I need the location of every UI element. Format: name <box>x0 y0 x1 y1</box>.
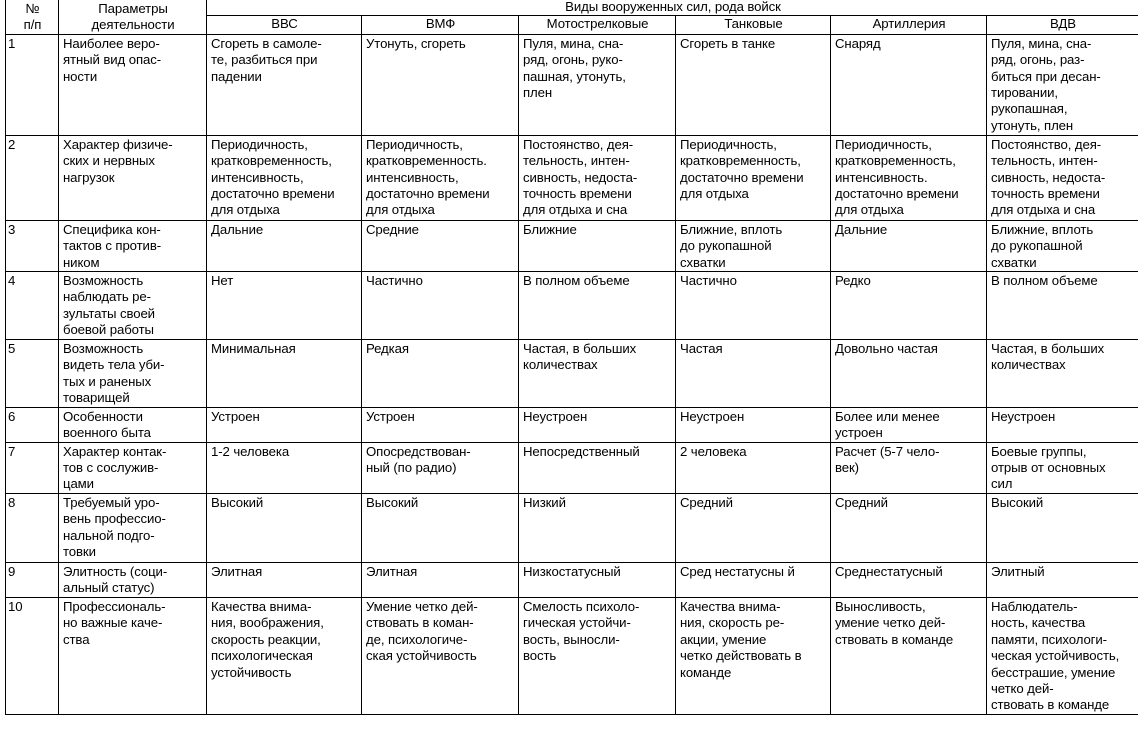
cell-tank: 2 человека <box>676 442 831 493</box>
cell-vdv: Высокий <box>987 493 1138 562</box>
table-row <box>6 272 1138 340</box>
cell-vvs: Сгореть в самоле- те, разбиться при падении <box>207 34 362 135</box>
cell-motorized: Смелость психоло- гическая устойчи- вость, выносли- вость <box>519 597 676 714</box>
cell-vvs: Устроен <box>207 407 362 442</box>
cell-vvs: Нет <box>207 272 362 340</box>
header-branch-motorized: Мотострелковые <box>519 16 676 35</box>
comparison-table <box>5 0 1138 715</box>
row-parameter: Элитность (соци- альный статус) <box>59 562 207 597</box>
cell-vdv: Элитный <box>987 562 1138 597</box>
cell-tank: Средний <box>676 493 831 562</box>
cell-vvs: 1-2 человека <box>207 442 362 493</box>
cell-vdv: Боевые группы, отрыв от основных сил <box>987 442 1138 493</box>
cell-artillery: Выносливость, умение четко дей- ствовать в команде <box>831 597 987 714</box>
cell-vmf: Периодичность, кратковременность. интенсивность, достаточно времени для отдыха <box>362 135 519 220</box>
cell-artillery: Расчет (5-7 чело- век) <box>831 442 987 493</box>
cell-motorized: Низкостатусный <box>519 562 676 597</box>
row-number: 6 <box>6 407 59 442</box>
header-branch-vvs: ВВС <box>207 16 362 35</box>
cell-vmf: Частично <box>362 272 519 340</box>
cell-vvs: Элитная <box>207 562 362 597</box>
cell-motorized: Частая, в больших количествах <box>519 340 676 408</box>
cell-vdv: Наблюдатель- ность, качества памяти, психологи- ческая устойчивость, бесстрашие, умение четко дей- ствовать в команде <box>987 597 1138 714</box>
cell-vdv: Частая, в больших количествах <box>987 340 1138 408</box>
row-number: 8 <box>6 493 59 562</box>
cell-artillery: Более или менее устроен <box>831 407 987 442</box>
row-number: 7 <box>6 442 59 493</box>
header-branch-vmf: ВМФ <box>362 16 519 35</box>
cell-artillery: Дальние <box>831 220 987 271</box>
table-row <box>6 135 1138 220</box>
table-row <box>6 442 1138 493</box>
cell-vmf: Редкая <box>362 340 519 408</box>
table-row <box>6 597 1138 714</box>
cell-artillery: Снаряд <box>831 34 987 135</box>
row-parameter: Специфика кон- тактов с против- ником <box>59 220 207 271</box>
header-number: № п/п <box>6 0 59 34</box>
table-row <box>6 34 1138 135</box>
cell-motorized: Пуля, мина, сна- ряд, огонь, руко- пашная, утонуть, плен <box>519 34 676 135</box>
cell-tank: Частая <box>676 340 831 408</box>
row-parameter: Возможность наблюдать ре- зультаты своей боевой работы <box>59 272 207 340</box>
cell-vvs: Периодичность, кратковременность, интенсивность, достаточно времени для отдыха <box>207 135 362 220</box>
cell-vmf: Средние <box>362 220 519 271</box>
cell-artillery: Периодичность, кратковременность, интенсивность. достаточно времени для отдыха <box>831 135 987 220</box>
cell-vdv: Постоянство, дея- тельность, интен- сивность, недоста- точность времени для отдыха и сна <box>987 135 1138 220</box>
cell-tank: Ближние, вплоть до рукопашной схватки <box>676 220 831 271</box>
cell-vvs: Качества внима- ния, воображения, скорость реакции, психологическая устойчивость <box>207 597 362 714</box>
table-row <box>6 493 1138 562</box>
table-body <box>6 34 1138 714</box>
row-parameter: Характер физиче- ских и нервных нагрузок <box>59 135 207 220</box>
cell-motorized: Неустроен <box>519 407 676 442</box>
row-parameter: Возможность видеть тела уби- тых и раненых товарищей <box>59 340 207 408</box>
cell-tank: Периодичность, кратковременность, достаточно времени для отдыха <box>676 135 831 220</box>
row-number: 2 <box>6 135 59 220</box>
cell-motorized: Постоянство, дея- тельность, интен- сивность, недоста- точность времени для отдыха и сна <box>519 135 676 220</box>
cell-artillery: Средний <box>831 493 987 562</box>
row-number: 3 <box>6 220 59 271</box>
cell-vdv: Неустроен <box>987 407 1138 442</box>
row-parameter: Профессиональ- но важные каче- ства <box>59 597 207 714</box>
cell-vmf: Утонуть, сгореть <box>362 34 519 135</box>
cell-tank: Частично <box>676 272 831 340</box>
cell-vdv: Пуля, мина, сна- ряд, огонь, раз- биться при десан- тировании, рукопашная, утонуть, плен <box>987 34 1138 135</box>
header-branch-vdv: ВДВ <box>987 16 1138 35</box>
cell-vmf: Элитная <box>362 562 519 597</box>
cell-artillery: Среднестатусный <box>831 562 987 597</box>
header-branch-tank: Танковые <box>676 16 831 35</box>
cell-vvs: Минимальная <box>207 340 362 408</box>
row-number: 5 <box>6 340 59 408</box>
row-number: 10 <box>6 597 59 714</box>
cell-vvs: Дальние <box>207 220 362 271</box>
cell-vdv: В полном объеме <box>987 272 1138 340</box>
cell-motorized: Непосредственный <box>519 442 676 493</box>
cell-tank: Сред нестатусны й <box>676 562 831 597</box>
table-row <box>6 562 1138 597</box>
row-parameter: Характер контак- тов с сослужив- цами <box>59 442 207 493</box>
cell-tank: Неустроен <box>676 407 831 442</box>
header-branch-group: Виды вооруженных сил, рода войск <box>207 0 1138 16</box>
row-parameter: Требуемый уро- вень профессио- нальной подго- товки <box>59 493 207 562</box>
cell-vvs: Высокий <box>207 493 362 562</box>
table-row <box>6 220 1138 271</box>
cell-vmf: Устроен <box>362 407 519 442</box>
header-parameters: Параметры деятельности <box>59 0 207 34</box>
cell-artillery: Довольно частая <box>831 340 987 408</box>
cell-tank: Сгореть в танке <box>676 34 831 135</box>
cell-vmf: Умение четко дей- ствовать в коман- де, психологиче- ская устойчивость <box>362 597 519 714</box>
cell-motorized: В полном объеме <box>519 272 676 340</box>
row-number: 9 <box>6 562 59 597</box>
cell-motorized: Ближние <box>519 220 676 271</box>
cell-tank: Качества внима- ния, скорость ре- акции, умение четко действовать в команде <box>676 597 831 714</box>
cell-vmf: Высокий <box>362 493 519 562</box>
cell-vmf: Опосредствован- ный (по радио) <box>362 442 519 493</box>
header-branch-artillery: Артиллерия <box>831 16 987 35</box>
row-number: 1 <box>6 34 59 135</box>
table-row <box>6 407 1138 442</box>
cell-artillery: Редко <box>831 272 987 340</box>
cell-motorized: Низкий <box>519 493 676 562</box>
table-row <box>6 340 1138 408</box>
row-parameter: Особенности военного быта <box>59 407 207 442</box>
table-header <box>6 0 1138 34</box>
cell-vdv: Ближние, вплоть до рукопашной схватки <box>987 220 1138 271</box>
row-parameter: Наиболее веро- ятный вид опас- ности <box>59 34 207 135</box>
row-number: 4 <box>6 272 59 340</box>
